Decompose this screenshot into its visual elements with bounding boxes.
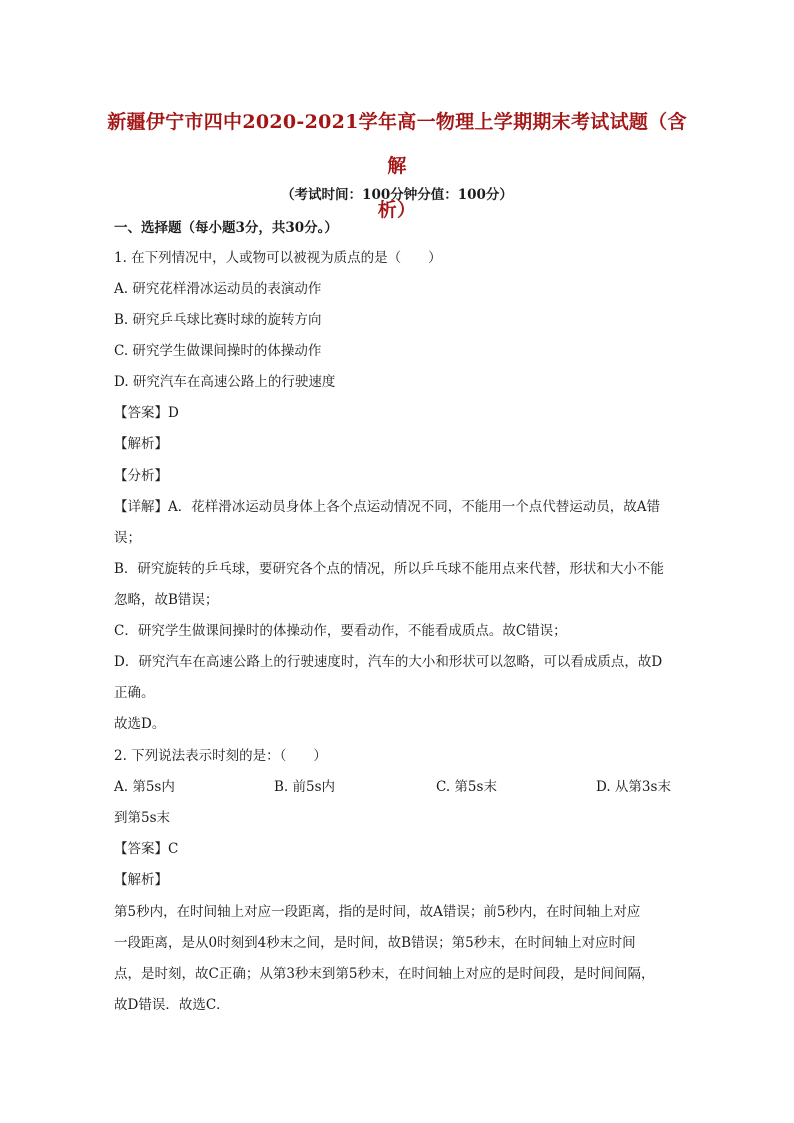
title-line-2: 析）: [377, 199, 417, 221]
q2-option-d: D. 从第3s末: [596, 779, 671, 795]
q2-explanation-line: 点，是时刻，故C正确；从第3秒末到第5秒末，在时间轴上对应的是时间段，是时间间隔，: [114, 966, 655, 982]
q1-detail-line: 忽略，故B错误；: [114, 592, 219, 608]
q1-option-d: D. 研究汽车在高速公路上的行驶速度: [114, 374, 336, 390]
q2-option-a: A. 第5s内: [114, 779, 175, 795]
q1-option-a: A. 研究花样滑冰运动员的表演动作: [114, 281, 322, 297]
q2-option-c: C. 第5s末: [436, 779, 497, 795]
q1-option-b: B. 研究乒乓球比赛时球的旋转方向: [114, 312, 322, 328]
q2-option-b: B. 前5s内: [274, 779, 336, 795]
q1-option-c: C. 研究学生做课间操时的体操动作: [114, 343, 322, 359]
q1-jiexi-label: 【解析】: [114, 436, 168, 452]
q2-explanation-line: 一段距离，是从0时刻到4秒末之间，是时间，故B错误；第5秒末，在时间轴上对应时间: [114, 935, 636, 951]
q2-option-d-continued: 到第5s末: [114, 810, 171, 826]
q2-answer: 【答案】C: [114, 841, 179, 857]
q1-detail-line: C．研究学生做课间操时的体操动作，要看动作，不能看成质点。故C错误；: [114, 623, 567, 639]
q1-detail-line: 正确。: [114, 685, 155, 701]
q1-fenxi-label: 【分析】: [114, 468, 168, 484]
q1-detail-line: 误；: [114, 530, 141, 546]
title-line-1: 新疆伊宁市四中2020-2021学年高一物理上学期期末考试试题（含解: [107, 111, 687, 177]
q1-answer: 【答案】D: [114, 405, 179, 421]
q2-stem: 2. 下列说法表示时刻的是：（ ）: [114, 748, 327, 764]
q2-explanation-line: 第5秒内，在时间轴上对应一段距离，指的是时间，故A错误；前5秒内，在时间轴上对应: [114, 904, 641, 920]
exam-info: （考试时间：100分钟分值：100分）: [281, 187, 513, 203]
section-heading: 一、选择题（每小题3分，共30分。）: [114, 220, 338, 236]
q2-explanation-line: 故D错误．故选C．: [114, 997, 230, 1013]
q1-detail-line: B．研究旋转的乒乓球，要研究各个点的情况，所以乒乓球不能用点来代替，形状和大小不能: [114, 561, 664, 577]
q1-stem: 1. 在下列情况中，人或物可以被视为质点的是（ ）: [114, 250, 442, 266]
q1-detail-line: 故选D。: [114, 716, 166, 732]
document-title: [100, 100, 694, 232]
q1-detail-line: D．研究汽车在高速公路上的行驶速度时，汽车的大小和形状可以忽略，可以看成质点，故D: [114, 654, 663, 670]
q1-detail-line: 【详解】A．花样滑冰运动员身体上各个点运动情况不同，不能用一个点代替运动员，故A错: [114, 499, 660, 515]
q2-jiexi-label: 【解析】: [114, 872, 168, 888]
